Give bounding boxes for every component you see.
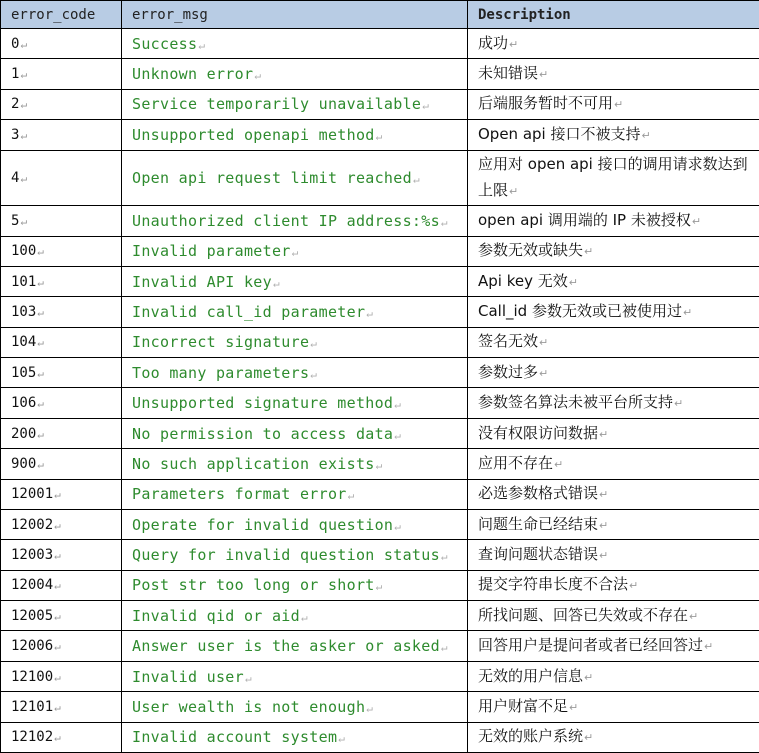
paragraph-mark-icon: ↵ — [599, 549, 609, 562]
error-code-cell-text: 12006 — [11, 638, 54, 655]
description-cell-text: 用户财富不足 — [478, 696, 569, 715]
description-cell-text: 后端服务暂时不可用 — [478, 94, 614, 113]
error-msg-cell-text: No such application exists — [132, 454, 375, 473]
table-row — [1, 120, 759, 150]
paragraph-mark-icon: ↵ — [20, 214, 28, 228]
error-code-cell-text: 12100 — [11, 668, 54, 685]
error-msg-cell — [122, 509, 468, 539]
paragraph-mark-icon: ↵ — [20, 37, 28, 51]
error-msg-cell — [122, 722, 468, 752]
error-code-cell — [1, 150, 122, 206]
paragraph-mark-icon: ↵ — [509, 184, 519, 198]
error-msg-cell — [122, 150, 468, 206]
paragraph-mark-icon: ↵ — [54, 640, 61, 654]
error-code-cell — [1, 236, 122, 266]
error-msg-cell — [122, 692, 468, 722]
error-msg-cell — [122, 358, 468, 388]
description-cell — [468, 449, 759, 479]
paragraph-mark-icon: ↵ — [674, 397, 684, 411]
description-cell-text: open api 调用端的 IP 未被授权 — [478, 210, 691, 229]
description-cell-text: 参数过多 — [478, 362, 539, 381]
description-cell — [468, 89, 759, 119]
paragraph-mark-icon: ↵ — [682, 306, 693, 319]
error-msg-cell-text: Service temporarily unavailable — [132, 95, 422, 114]
error-code-cell — [1, 206, 122, 236]
paragraph-mark-icon: ↵ — [539, 336, 549, 350]
description-cell-text: 无效的用户信息 — [478, 666, 584, 685]
error-msg-cell-text: Invalid parameter — [132, 242, 291, 261]
description-cell — [468, 509, 759, 539]
description-cell-text: 参数无效或缺失 — [478, 241, 584, 260]
error-msg-cell-text: Invalid qid or aid — [132, 606, 300, 625]
error-msg-cell-text: Invalid API key — [132, 272, 272, 291]
description-cell — [468, 150, 759, 206]
error-code-cell — [1, 89, 122, 119]
error-msg-cell — [122, 266, 468, 296]
table-row — [1, 388, 759, 418]
paragraph-mark-icon: ↵ — [198, 38, 206, 52]
description-cell — [468, 206, 759, 236]
paragraph-mark-icon: ↵ — [37, 275, 44, 289]
error-msg-cell-text: Incorrect signature — [132, 333, 310, 352]
description-cell-text: Open api 接口不被支持 — [478, 124, 641, 143]
error-code-cell — [1, 661, 122, 691]
description-cell-text: 未知错误 — [478, 64, 539, 83]
paragraph-mark-icon: ↵ — [691, 214, 702, 228]
paragraph-mark-icon: ↵ — [300, 610, 308, 624]
description-cell — [468, 631, 759, 661]
description-cell-text: Call_id 参数无效或已被使用过 — [478, 302, 682, 320]
error-code-cell-text: 106 — [11, 395, 37, 412]
error-code-cell-text: 12101 — [11, 698, 54, 715]
error-code-cell-text: 12002 — [11, 516, 54, 533]
paragraph-mark-icon: ↵ — [254, 69, 262, 83]
paragraph-mark-icon: ↵ — [272, 276, 280, 290]
paragraph-mark-icon: ↵ — [20, 68, 28, 82]
table-row — [1, 601, 759, 631]
paragraph-mark-icon: ↵ — [689, 609, 699, 623]
error-code-cell — [1, 692, 122, 722]
paragraph-mark-icon: ↵ — [394, 519, 402, 533]
error-msg-cell-text: Unsupported signature method — [132, 394, 394, 413]
error-msg-cell — [122, 479, 468, 509]
description-cell — [468, 388, 759, 418]
error-msg-cell-text: Invalid call_id parameter — [132, 303, 366, 321]
description-cell-text: 回答用户是提问者或者已经回答过 — [478, 636, 704, 655]
error-code-cell — [1, 449, 122, 479]
error-code-cell — [1, 479, 122, 509]
paragraph-mark-icon: ↵ — [310, 367, 318, 381]
error-code-cell — [1, 358, 122, 388]
table-row — [1, 631, 759, 661]
header-error-code: error_code — [1, 1, 122, 29]
error-msg-cell-text: Unknown error — [132, 65, 254, 84]
paragraph-mark-icon: ↵ — [310, 337, 318, 351]
paragraph-mark-icon: ↵ — [641, 128, 651, 142]
error-code-cell-text: 104 — [11, 334, 37, 351]
table-row — [1, 570, 759, 600]
error-code-cell-text: 900 — [11, 455, 37, 472]
table-row — [1, 89, 759, 119]
error-code-cell-text: 103 — [11, 304, 37, 320]
paragraph-mark-icon: ↵ — [54, 549, 61, 562]
paragraph-mark-icon: ↵ — [584, 245, 594, 259]
description-cell-text: 参数签名算法未被平台所支持 — [478, 393, 674, 412]
paragraph-mark-icon: ↵ — [375, 458, 383, 472]
error-msg-cell — [122, 661, 468, 691]
error-code-cell — [1, 327, 122, 357]
error-code-cell-text: 3 — [11, 126, 20, 143]
description-cell-text: 提交字符串长度不合法 — [478, 575, 629, 594]
error-msg-cell-text: Success — [132, 34, 198, 53]
paragraph-mark-icon: ↵ — [629, 579, 639, 593]
table-row — [1, 509, 759, 539]
error-msg-cell-text: User wealth is not enough — [132, 697, 366, 716]
description-cell — [468, 266, 759, 296]
error-msg-cell-text: Unsupported openapi method — [132, 125, 375, 144]
paragraph-mark-icon: ↵ — [599, 488, 609, 502]
error-msg-cell-text: Answer user is the asker or asked — [132, 637, 440, 656]
error-msg-cell-text: Open api request limit reached — [132, 168, 412, 187]
paragraph-mark-icon: ↵ — [338, 732, 346, 746]
paragraph-mark-icon: ↵ — [412, 172, 420, 186]
error-code-cell-text: 0 — [11, 35, 20, 52]
description-cell-text: 应用不存在 — [478, 453, 554, 472]
error-msg-cell — [122, 120, 468, 150]
description-cell — [468, 297, 759, 327]
paragraph-mark-icon: ↵ — [568, 275, 578, 289]
error-code-cell — [1, 120, 122, 150]
error-msg-cell — [122, 236, 468, 266]
error-code-cell-text: 12004 — [11, 577, 54, 594]
error-code-cell-text: 12003 — [11, 547, 54, 563]
description-cell-text: 所找问题、回答已失效或不存在 — [478, 605, 689, 624]
error-msg-cell-text: Query for invalid question status — [132, 546, 440, 564]
table-row — [1, 692, 759, 722]
error-msg-cell — [122, 89, 468, 119]
error-code-cell-text: 5 — [11, 212, 20, 229]
description-cell — [468, 601, 759, 631]
description-cell-text: 问题生命已经结束 — [478, 514, 599, 533]
error-msg-cell — [122, 418, 468, 448]
error-code-cell-text: 100 — [11, 243, 37, 260]
error-code-cell — [1, 29, 122, 59]
table-row — [1, 327, 759, 357]
paragraph-mark-icon: ↵ — [394, 398, 402, 412]
description-cell — [468, 479, 759, 509]
table-row — [1, 358, 759, 388]
error-code-cell-text: 200 — [11, 425, 37, 442]
table-row — [1, 722, 759, 752]
error-code-cell — [1, 266, 122, 296]
error-msg-cell-text: Unauthorized client IP address:%s — [132, 211, 440, 230]
error-code-cell — [1, 631, 122, 661]
error-msg-cell-text: No permission to access data — [132, 424, 394, 443]
paragraph-mark-icon: ↵ — [347, 489, 355, 503]
error-msg-cell — [122, 59, 468, 89]
paragraph-mark-icon: ↵ — [54, 518, 61, 532]
error-msg-cell-text: Operate for invalid question — [132, 515, 394, 534]
description-cell — [468, 570, 759, 600]
paragraph-mark-icon: ↵ — [37, 457, 44, 471]
paragraph-mark-icon: ↵ — [539, 366, 549, 380]
paragraph-mark-icon: ↵ — [54, 488, 61, 502]
paragraph-mark-icon: ↵ — [54, 731, 61, 745]
paragraph-mark-icon: ↵ — [54, 670, 61, 684]
description-cell-text: 查询问题状态错误 — [478, 545, 599, 563]
error-code-cell — [1, 601, 122, 631]
paragraph-mark-icon: ↵ — [54, 609, 61, 623]
paragraph-mark-icon: ↵ — [599, 427, 609, 441]
table-row — [1, 479, 759, 509]
description-cell — [468, 692, 759, 722]
error-msg-cell — [122, 388, 468, 418]
paragraph-mark-icon: ↵ — [539, 68, 549, 82]
table-row — [1, 418, 759, 448]
description-cell — [468, 661, 759, 691]
error-msg-cell-text: Parameters format error — [132, 485, 347, 504]
description-cell-text: 成功 — [478, 33, 509, 52]
paragraph-mark-icon: ↵ — [599, 518, 609, 532]
paragraph-mark-icon: ↵ — [37, 427, 44, 441]
paragraph-mark-icon: ↵ — [37, 397, 44, 411]
table-body — [1, 29, 759, 753]
paragraph-mark-icon: ↵ — [440, 550, 448, 563]
table-header-row — [1, 1, 759, 29]
error-code-cell — [1, 722, 122, 752]
description-cell-text: Api key 无效 — [478, 271, 568, 290]
error-msg-cell — [122, 601, 468, 631]
description-cell-text: 没有权限访问数据 — [478, 423, 599, 442]
paragraph-mark-icon: ↵ — [509, 37, 519, 51]
error-msg-cell — [122, 570, 468, 600]
paragraph-mark-icon: ↵ — [20, 128, 28, 142]
paragraph-mark-icon: ↵ — [37, 366, 44, 380]
error-code-cell — [1, 297, 122, 327]
description-cell — [468, 236, 759, 266]
paragraph-mark-icon: ↵ — [366, 307, 374, 320]
table-row — [1, 236, 759, 266]
paragraph-mark-icon: ↵ — [37, 306, 44, 319]
paragraph-mark-icon: ↵ — [54, 700, 61, 714]
table-row — [1, 266, 759, 296]
error-code-cell — [1, 570, 122, 600]
paragraph-mark-icon: ↵ — [54, 579, 61, 593]
table-row — [1, 297, 759, 327]
table-row — [1, 661, 759, 691]
error-msg-cell — [122, 540, 468, 570]
paragraph-mark-icon: ↵ — [614, 98, 624, 112]
error-code-cell-text: 1 — [11, 66, 20, 83]
description-cell — [468, 722, 759, 752]
paragraph-mark-icon: ↵ — [422, 99, 430, 113]
paragraph-mark-icon: ↵ — [554, 457, 564, 471]
paragraph-mark-icon: ↵ — [440, 641, 448, 655]
paragraph-mark-icon: ↵ — [704, 640, 714, 654]
description-cell-text: 无效的账户系统 — [478, 727, 584, 746]
paragraph-mark-icon: ↵ — [584, 670, 594, 684]
description-cell — [468, 358, 759, 388]
table-row — [1, 150, 759, 206]
error-code-cell-text: 101 — [11, 273, 37, 290]
error-code-cell — [1, 540, 122, 570]
error-code-cell — [1, 509, 122, 539]
error-msg-cell — [122, 29, 468, 59]
header-description: Description — [468, 1, 759, 29]
error-msg-cell-text: Too many parameters — [132, 363, 310, 382]
description-cell — [468, 540, 759, 570]
header-error-msg: error_msg — [122, 1, 468, 29]
paragraph-mark-icon: ↵ — [244, 671, 252, 685]
error-code-cell-text: 4 — [11, 169, 20, 186]
description-cell-text: 必选参数格式错误 — [478, 484, 599, 503]
description-cell-text: 应用对 open api 接口的调用请求数达到上限 — [478, 154, 748, 199]
table-row — [1, 206, 759, 236]
description-cell — [468, 120, 759, 150]
error-code-cell — [1, 59, 122, 89]
description-cell — [468, 418, 759, 448]
description-cell — [468, 327, 759, 357]
error-code-cell-text: 12001 — [11, 486, 54, 503]
error-code-cell-text: 105 — [11, 364, 37, 381]
paragraph-mark-icon: ↵ — [375, 129, 383, 143]
error-code-cell-text: 12102 — [11, 729, 54, 746]
paragraph-mark-icon: ↵ — [569, 700, 579, 714]
error-msg-cell-text: Post str too long or short — [132, 576, 375, 595]
error-msg-cell-text: Invalid account system — [132, 728, 338, 747]
description-cell-text: 签名无效 — [478, 332, 539, 351]
paragraph-mark-icon: ↵ — [20, 171, 28, 185]
error-msg-cell — [122, 327, 468, 357]
paragraph-mark-icon: ↵ — [291, 246, 299, 260]
error-code-cell — [1, 388, 122, 418]
paragraph-mark-icon: ↵ — [20, 98, 28, 112]
table-row — [1, 59, 759, 89]
error-msg-cell — [122, 449, 468, 479]
paragraph-mark-icon: ↵ — [37, 336, 44, 350]
description-cell — [468, 29, 759, 59]
error-msg-cell — [122, 206, 468, 236]
paragraph-mark-icon: ↵ — [440, 215, 448, 229]
error-msg-cell-text: Invalid user — [132, 667, 244, 686]
error-msg-cell — [122, 631, 468, 661]
error-code-cell-text: 12005 — [11, 607, 54, 624]
paragraph-mark-icon: ↵ — [37, 245, 44, 259]
paragraph-mark-icon: ↵ — [394, 428, 402, 442]
description-cell — [468, 59, 759, 89]
error-msg-cell — [122, 297, 468, 327]
table-row — [1, 449, 759, 479]
table-row — [1, 540, 759, 570]
paragraph-mark-icon: ↵ — [375, 580, 383, 594]
paragraph-mark-icon: ↵ — [366, 701, 374, 715]
error-code-cell-text: 2 — [11, 96, 20, 113]
paragraph-mark-icon: ↵ — [584, 731, 594, 745]
table-row — [1, 29, 759, 59]
error-code-cell — [1, 418, 122, 448]
